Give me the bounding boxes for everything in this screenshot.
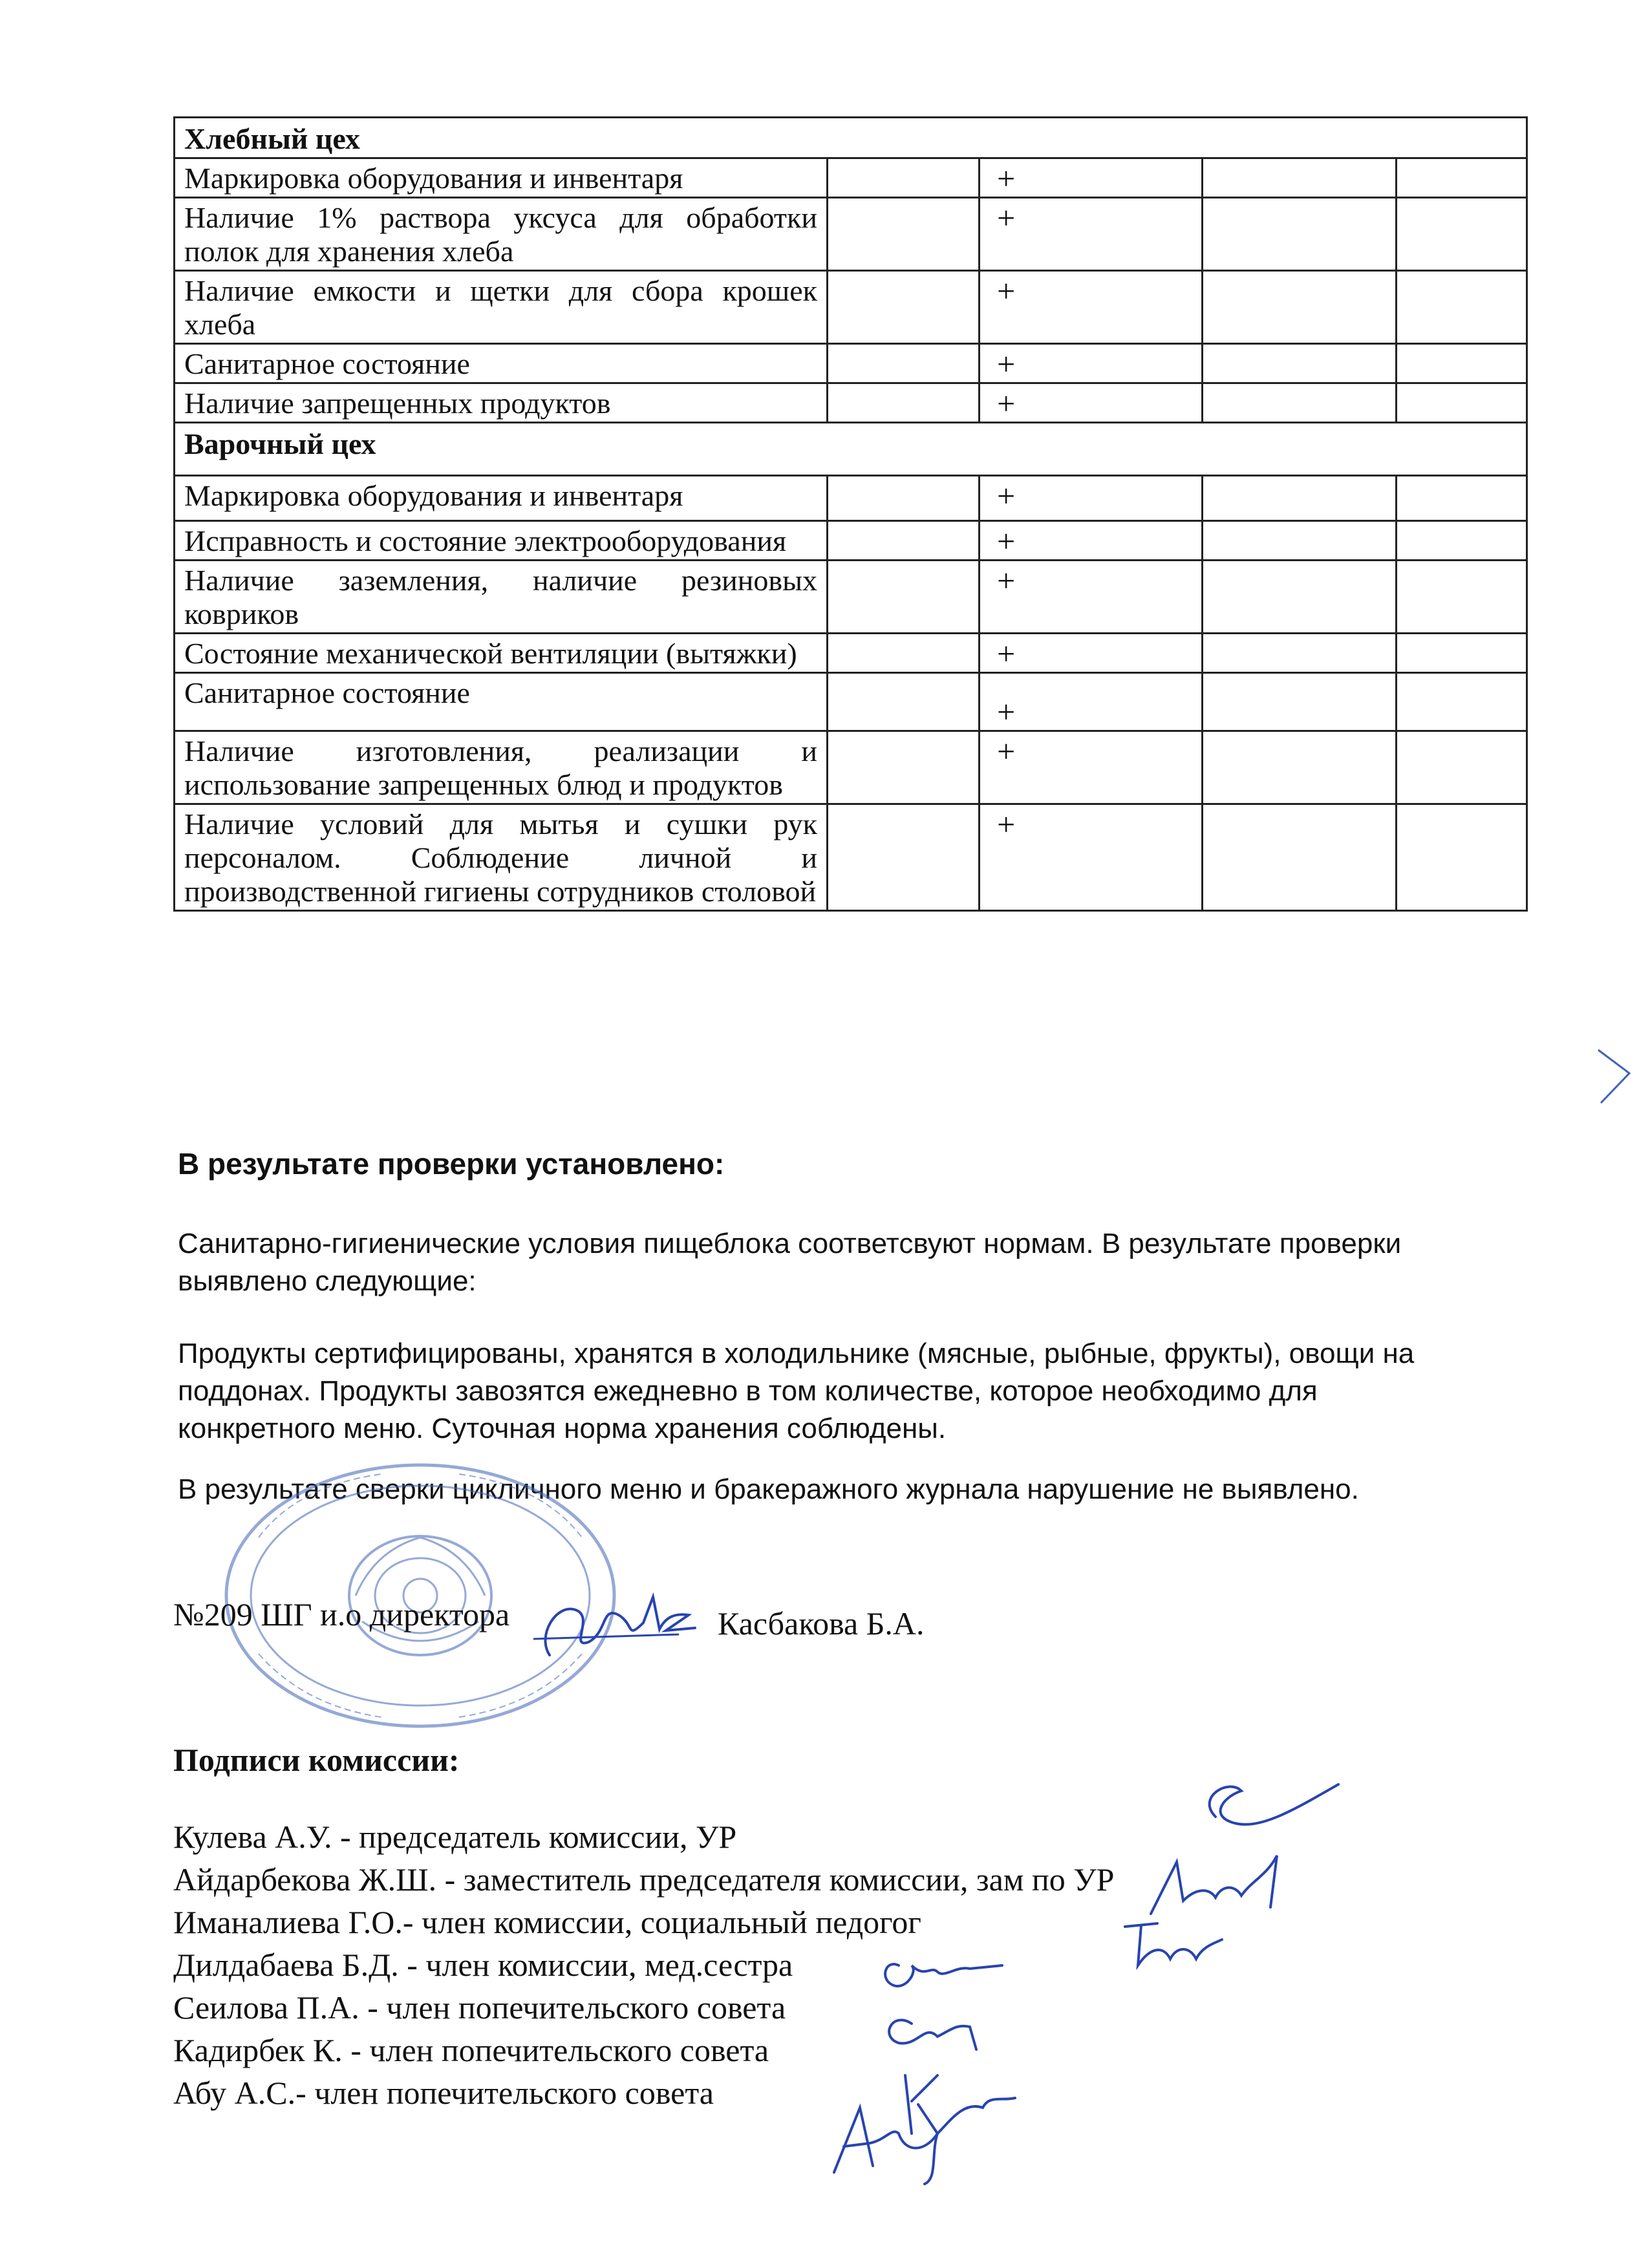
empty-cell [1203, 731, 1397, 804]
criterion-cell: Наличие запрещенных продуктов [175, 383, 828, 423]
mark-cell: + [980, 158, 1203, 198]
table-row [175, 634, 1527, 673]
empty-cell [828, 521, 980, 561]
empty-cell [1397, 521, 1527, 561]
empty-cell [1397, 634, 1527, 673]
table-row [175, 731, 1527, 804]
criterion-cell: Маркировка оборудования и инвентаря [175, 158, 828, 198]
criterion-cell: Санитарное состояние [175, 344, 828, 383]
mark-cell: + [980, 634, 1203, 673]
section-title: Варочный цех [175, 423, 1527, 476]
empty-cell [1397, 383, 1527, 423]
mark-cell: + [980, 476, 1203, 521]
mark-cell: + [980, 198, 1203, 271]
table-row [175, 476, 1527, 521]
section-title: Хлебный цех [175, 118, 1527, 158]
chairman-signature [1177, 1771, 1371, 1849]
empty-cell [1203, 271, 1397, 344]
criterion-cell: Исправность и состояние электрооборудования [175, 521, 828, 561]
empty-cell [1203, 561, 1397, 634]
commission-heading: Подписи комиссии: [173, 1742, 460, 1778]
section-row-bakery [175, 118, 1527, 158]
empty-cell [1397, 673, 1527, 731]
empty-cell [828, 476, 980, 521]
empty-cell [1203, 673, 1397, 731]
empty-cell [1203, 634, 1397, 673]
empty-cell [1203, 804, 1397, 911]
director-name: Касбакова Б.А. [718, 1605, 925, 1642]
result-paragraph-3: В результате сверки цикличного меню и бракеражного журнала нарушение не выявлено. [178, 1473, 1359, 1505]
table-row [175, 383, 1527, 423]
commission-member: Дилдабаева Б.Д. - член комиссии, мед.сестра [173, 1947, 793, 1983]
mark-cell: + [980, 731, 1203, 804]
table-row [175, 804, 1527, 911]
empty-cell [1203, 476, 1397, 521]
mark-cell: + [980, 383, 1203, 423]
empty-cell [828, 561, 980, 634]
director-title: №209 ШГ и.о директора [173, 1596, 510, 1632]
empty-cell [1397, 271, 1527, 344]
empty-cell [1397, 198, 1527, 271]
empty-cell [1203, 344, 1397, 383]
empty-cell [828, 673, 980, 731]
commission-member: Кадирбек К. - член попечительского совета [173, 2032, 769, 2068]
mark-cell: + [980, 804, 1203, 911]
empty-cell [1397, 804, 1527, 911]
mark-cell: + [980, 561, 1203, 634]
inspection-table [173, 116, 1528, 912]
board-members-signatures [808, 1940, 1022, 2185]
table-row [175, 673, 1527, 731]
commission-member: Сеилова П.А. - член попечительского совета [173, 1989, 786, 2026]
empty-cell [828, 634, 980, 673]
criterion-cell: Санитарное состояние [175, 673, 828, 731]
commission-member: Иманалиева Г.О.- член комиссии, социальный педогог [173, 1904, 921, 1940]
criterion-cell: Наличие заземления, наличие резиновых ковриков [175, 561, 828, 634]
empty-cell [1397, 344, 1527, 383]
empty-cell [828, 731, 980, 804]
empty-cell [828, 804, 980, 911]
criterion-cell: Состояние механической вентиляции (вытяжки) [175, 634, 828, 673]
empty-cell [1203, 158, 1397, 198]
mark-cell: + [980, 271, 1203, 344]
empty-cell [1397, 158, 1527, 198]
commission-member: Абу А.С.- член попечительского совета [173, 2075, 714, 2111]
table-row [175, 344, 1527, 383]
empty-cell [1203, 521, 1397, 561]
criterion-cell: Наличие 1% раствора уксуса для обработки полок для хранения хлеба [175, 198, 828, 271]
empty-cell [1203, 198, 1397, 271]
empty-cell [828, 383, 980, 423]
social-pedagogue-signature [1119, 1914, 1228, 1972]
empty-cell [828, 344, 980, 383]
empty-cell [828, 271, 980, 344]
pen-tick-mark [1597, 1047, 1642, 1106]
result-paragraph-2: Продукты сертифицированы, хранятся в холодильнике (мясные, рыбные, фрукты), овощи на поддонах. Продукты завозятся ежедневно в том количестве, которое необходимо для конкретного меню. Суточная норма хранения соблюдены. [178, 1338, 1415, 1444]
result-paragraph-1: Санитарно-гигиенические условия пищеблока соответсвуют нормам. В результате проверки выявлено следующие: [178, 1228, 1402, 1297]
table-row [175, 561, 1527, 634]
criterion-cell: Маркировка оборудования и инвентаря [175, 476, 828, 521]
criterion-cell: Наличие изготовления, реализации и использование запрещенных блюд и продуктов [175, 731, 828, 804]
table-row [175, 158, 1527, 198]
mark-cell: + [980, 673, 1203, 731]
table-row [175, 521, 1527, 561]
empty-cell [1397, 561, 1527, 634]
empty-cell [828, 198, 980, 271]
empty-cell [1397, 476, 1527, 521]
empty-cell [1397, 731, 1527, 804]
commission-member: Кулева А.У. - председатель комиссии, УР [173, 1819, 737, 1855]
empty-cell [1203, 383, 1397, 423]
table-row [175, 198, 1527, 271]
mark-cell: + [980, 344, 1203, 383]
criterion-cell: Наличие емкости и щетки для сбора крошек хлеба [175, 271, 828, 344]
director-signature [530, 1578, 698, 1668]
criterion-cell: Наличие условий для мытья и сушки рук персоналом. Соблюдение личной и производственной гигиены сотрудников столовой [175, 804, 828, 911]
commission-member: Айдарбекова Ж.Ш. - заместитель председателя комиссии, зам по УР [173, 1861, 1115, 1898]
result-heading: В результате проверки установлено: [178, 1147, 725, 1181]
mark-cell: + [980, 521, 1203, 561]
empty-cell [828, 158, 980, 198]
section-row-cooking [175, 423, 1527, 476]
table-row [175, 271, 1527, 344]
